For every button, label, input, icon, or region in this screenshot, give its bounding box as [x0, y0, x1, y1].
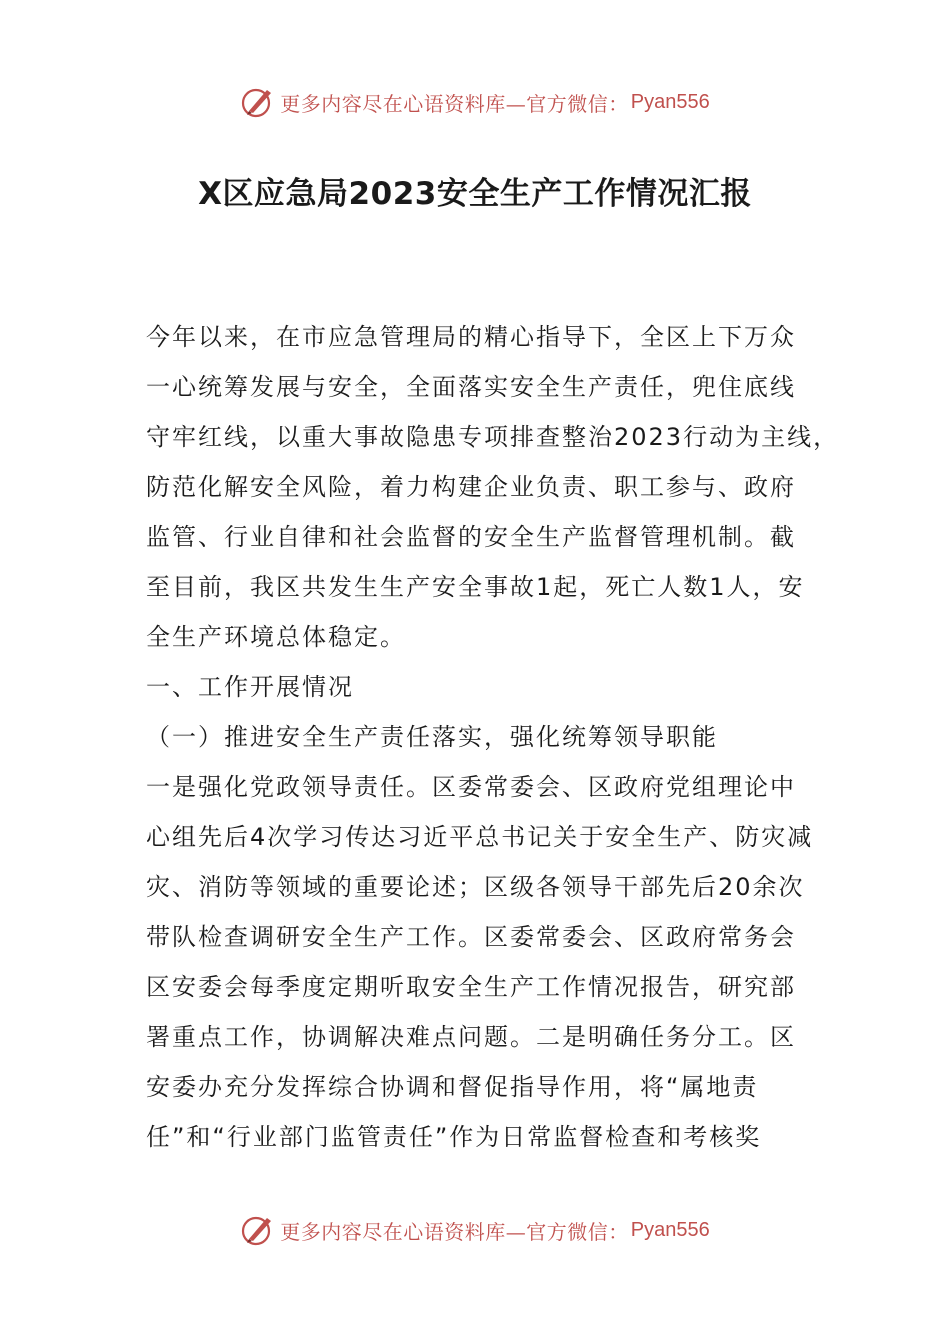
body-paragraph [146, 762, 814, 1162]
document-title: X区应急局2023安全生产工作情况汇报 [198, 176, 752, 212]
text-line: 任”和“行业部门监管责任”作为日常监督检查和考核奖 [146, 1123, 762, 1151]
text-line: 监管、行业自律和社会监督的安全生产监督管理机制。截 [146, 523, 796, 551]
text-line: 一是强化党政领导责任。区委常委会、区政府党组理论中 [146, 773, 796, 801]
text-line: 灾、消防等领域的重要论述；区级各领导干部先后20余次 [146, 873, 805, 901]
watermark-text: 更多内容尽在心语资料库—官方微信： [280, 91, 629, 116]
text-line: 区安委会每季度定期听取安全生产工作情况报告，研究部 [146, 973, 796, 1001]
text-line: 安委办充分发挥综合协调和督促指导作用，将“属地责 [146, 1073, 759, 1101]
text-line: 今年以来，在市应急管理局的精心指导下，全区上下万众 [146, 323, 796, 351]
intro-paragraph [146, 312, 840, 662]
subsection-heading: （一）推进安全生产责任落实，强化统筹领导职能 [146, 723, 718, 751]
header-watermark-banner [0, 82, 950, 122]
pen-logo-icon [240, 84, 276, 120]
document-body [146, 312, 840, 1162]
text-line: 一心统筹发展与安全，全面落实安全生产责任，兜住底线 [146, 373, 796, 401]
text-line: 全生产环境总体稳定。 [146, 623, 406, 651]
text-line: 心组先后4次学习传达习近平总书记关于安全生产、防灾减 [146, 823, 814, 851]
text-line: 至目前，我区共发生生产安全事故1起，死亡人数1人，安 [146, 573, 805, 601]
footer-watermark-banner [0, 1210, 950, 1250]
text-line: 署重点工作，协调解决难点问题。二是明确任务分工。区 [146, 1023, 796, 1051]
watermark-text: 更多内容尽在心语资料库—官方微信： [280, 1219, 629, 1244]
text-line: 带队检查调研安全生产工作。区委常委会、区政府常务会 [146, 923, 796, 951]
text-line: 守牢红线，以重大事故隐患专项排查整治2023行动为主线， [146, 423, 840, 451]
pen-logo-icon [240, 1212, 276, 1248]
wechat-id: Pyan556 [630, 90, 710, 113]
section-heading: 一、工作开展情况 [146, 673, 354, 701]
text-line: 防范化解安全风险，着力构建企业负责、职工参与、政府 [146, 473, 796, 501]
wechat-id: Pyan556 [630, 1218, 710, 1241]
